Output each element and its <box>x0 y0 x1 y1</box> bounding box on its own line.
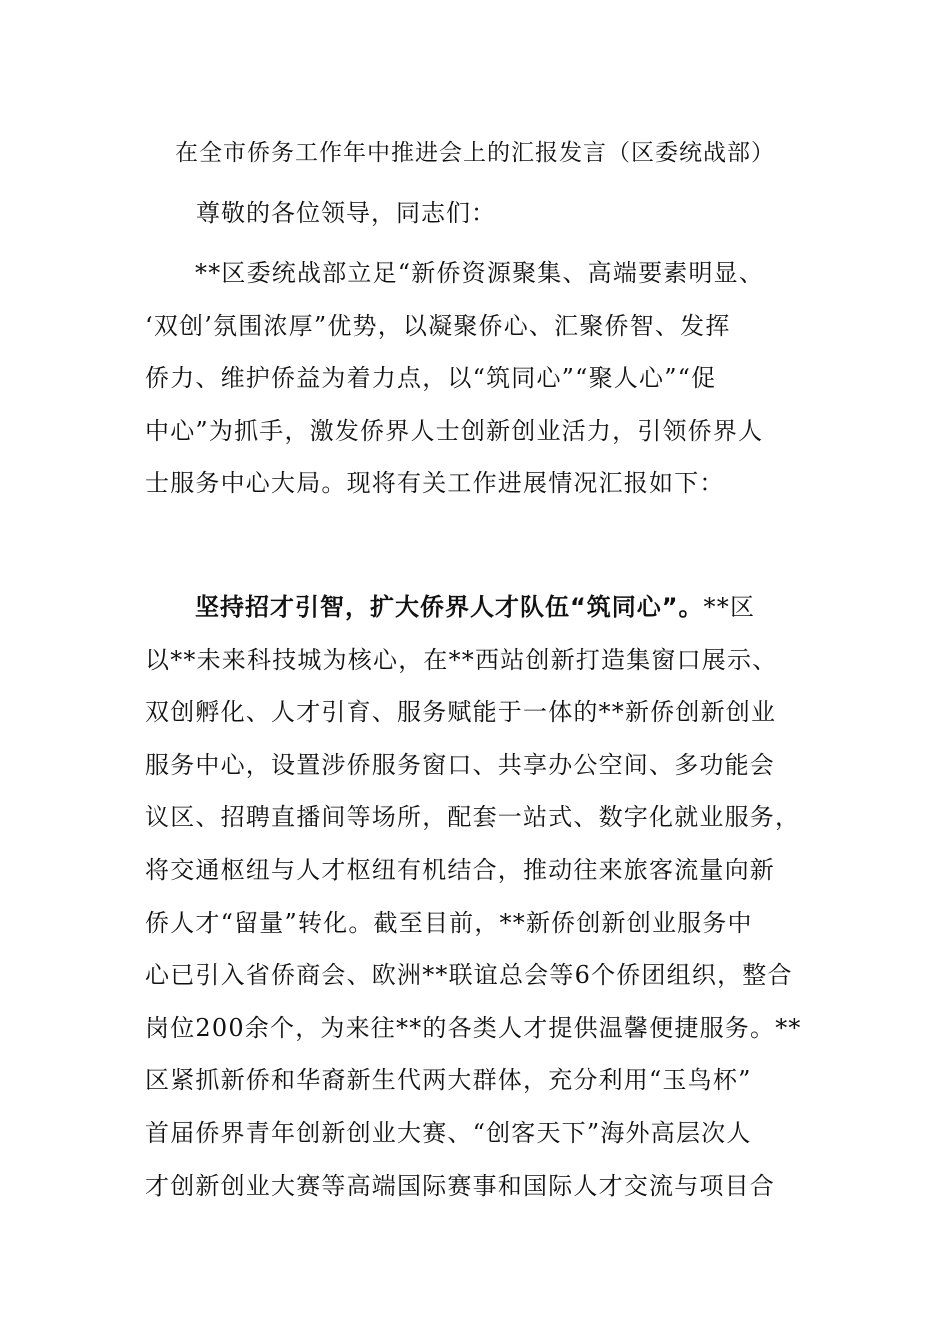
salutation: 尊敬的各位领导，同志们： <box>196 199 496 227</box>
paragraph-line: 首届侨界青年创新创业大赛、“创客天下”海外高层次人 <box>145 1118 752 1147</box>
section-1-first-line <box>145 590 825 643</box>
paragraph-line: 双创孵化、人才引育、服务赋能于一体的**新侨创新创业 <box>145 698 777 727</box>
paragraph-line: 才创新创业大赛等高端国际赛事和国际人才交流与项目合 <box>145 1171 775 1200</box>
section-1-paragraph <box>145 590 825 1221</box>
paragraph-line: 岗位200余个，为来往**的各类人才提供温馨便捷服务。** <box>145 1013 802 1042</box>
paragraph-line: 将交通枢纽与人才枢纽有机结合，推动往来旅客流量向新 <box>145 855 775 884</box>
paragraph-line: 服务中心，设置涉侨服务窗口、共享办公空间、多功能会 <box>145 750 775 779</box>
paragraph-line: **区委统战部立足“新侨资源聚集、高端要素明显、 <box>195 259 765 287</box>
paragraph-line: ‘双创’氛围浓厚”优势，以凝聚侨心、汇聚侨智、发挥 <box>145 311 731 340</box>
paragraph-line: 中心”为抓手，激发侨界人士创新创业活力，引领侨界人 <box>145 416 764 445</box>
paragraph-line: 士服务中心大局。现将有关工作进展情况汇报如下： <box>145 469 725 498</box>
paragraph-line: 侨人才“留量”转化。截至目前，**新侨创新创业服务中 <box>145 908 753 937</box>
document-title: 在全市侨务工作年中推进会上的汇报发言（区委统战部） <box>175 140 775 166</box>
section-1-heading: 坚持招才引智，扩大侨界人才队伍“筑同心”。 <box>195 593 704 621</box>
paragraph-line: 以**未来科技城为核心，在**西站创新打造集窗口展示、 <box>145 645 778 674</box>
paragraph-line: 侨力、维护侨益为着力点，以“筑同心”“聚人心”“促 <box>145 364 717 393</box>
intro-paragraph <box>145 256 825 519</box>
paragraph-line: 心已引入省侨商会、欧洲**联谊总会等6个侨团组织，整合 <box>145 961 793 990</box>
paragraph-line: 区紧抓新侨和华裔新生代两大群体，充分利用“玉鸟杯” <box>145 1066 752 1095</box>
section-1-first-line-rest: **区 <box>703 593 756 621</box>
paragraph-line: 议区、招聘直播间等场所，配套一站式、数字化就业服务， <box>145 803 801 832</box>
